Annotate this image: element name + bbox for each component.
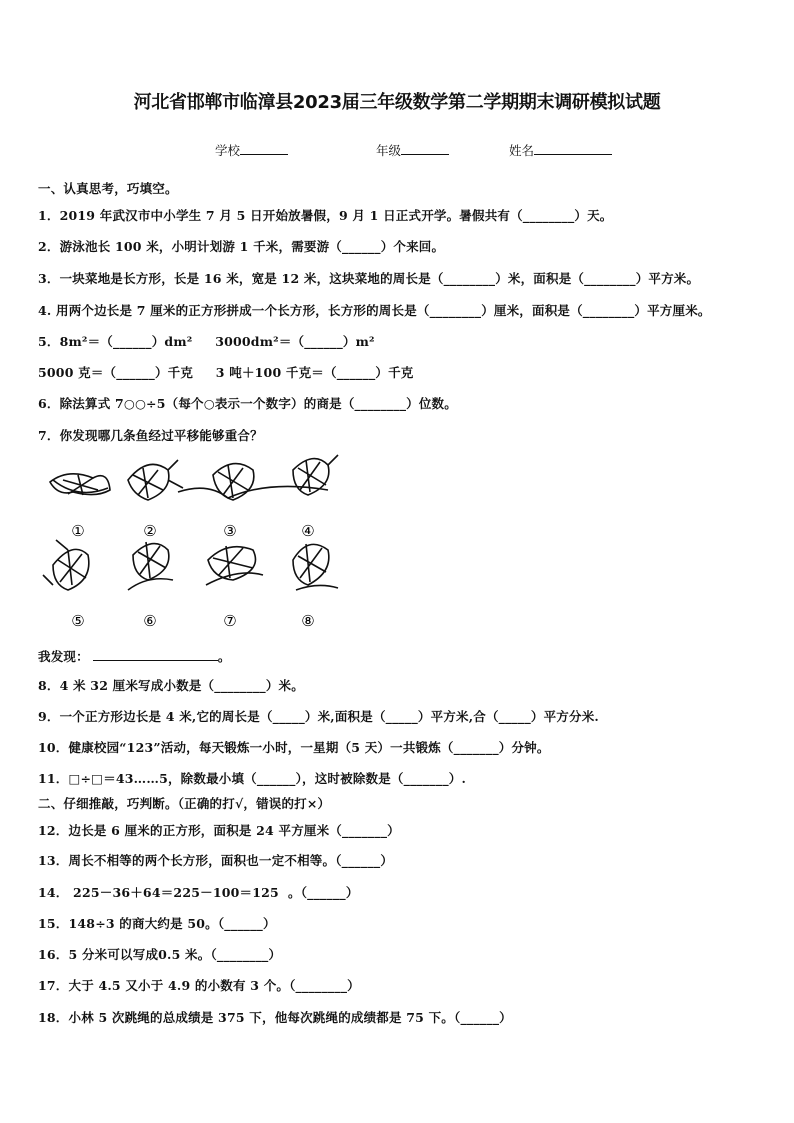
question-12: 12．边长是 6 厘米的正方形，面积是 24 平方厘米（_______） [38,823,400,838]
fish-label-1: ① [71,522,85,540]
fish-7 [206,546,263,585]
q7-answer-line[interactable] [38,648,231,665]
fish-label-3: ③ [223,522,237,540]
fish-label-8: ⑧ [301,612,315,630]
fish-4 [293,455,338,495]
question-4: 4. 用两个边长是 7 厘米的正方形拼成一个长方形，长方形的周长是（________）厘米，面积是（________）平方厘米。 [38,303,711,318]
fish-2 [128,460,183,500]
question-15: 15．148÷3 的商大约是 50。（______） [38,916,276,931]
question-8: 8．4 米 32 厘米写成小数是（________）米。 [38,678,304,693]
fish-label-5: ⑤ [71,612,85,630]
question-10: 10．健康校园“123”活动，每天锻炼一小时，一星期（5 天）一共锻炼（_______）分钟。 [38,740,550,755]
grade-field[interactable] [376,141,449,159]
school-label: 学校 [215,143,241,158]
fish-6 [128,542,173,590]
question-18: 18．小林 5 次跳绳的总成绩是 375 下，他每次跳绳的成绩都是 75 下。（______） [38,1010,512,1025]
section-2-heading: 二、仔细推敲，巧判断。（正确的打√，错误的打×） [38,796,331,811]
section-1-heading: 一、认真思考，巧填空。 [38,181,178,196]
question-5b: 5000 克＝（______）千克 3 吨＋100 千克＝（______）千克 [38,365,414,380]
question-6: 6．除法算式 7○○÷5（每个○表示一个数字）的商是（________）位数。 [38,396,457,411]
school-field[interactable] [215,141,288,159]
fish-label-4: ④ [301,522,315,540]
q7-answer-end: 。 [217,649,231,664]
fish-5 [43,540,89,590]
q7-answer-label: 我发现： [38,649,89,664]
fish-figure [38,450,358,635]
fish-drawings [43,455,338,590]
name-label: 姓名 [509,143,535,158]
question-9: 9．一个正方形边长是 4 米,它的周长是（_____）米,面积是（_____）平方米,合（_____）平方分米. [38,709,599,724]
grade-label: 年级 [376,143,402,158]
question-2: 2．游泳池长 100 米，小明计划游 1 千米，需要游（______）个来回。 [38,239,445,254]
question-16: 16．5 分米可以写成0.5 米。（________） [38,947,282,962]
fish-8 [293,544,338,590]
question-1: 1．2019 年武汉市中小学生 7 月 5 日开始放暑假，9 月 1 日正式开学。暑假共有（________）天。 [38,208,613,223]
question-13: 13．周长不相等的两个长方形，面积也一定不相等。（______） [38,853,394,868]
question-5: 5．8m²＝（______）dm² 3000dm²＝（______）m² [38,334,375,349]
name-field[interactable] [509,141,612,159]
question-14: 14． 225－36＋64＝225－100＝125 。（______） [38,885,359,900]
page-title: 河北省邯郸市临漳县2023届三年级数学第二学期期末调研模拟试题 [133,92,661,113]
fish-label-6: ⑥ [143,612,157,630]
question-11: 11．□÷□＝43……5，除数最小填（______），这时被除数是（_______）. [38,771,467,786]
question-17: 17．大于 4.5 又小于 4.9 的小数有 3 个。（________） [38,978,360,993]
fish-1 [50,474,110,495]
fish-label-2: ② [143,522,157,540]
question-7: 7．你发现哪几条鱼经过平移能够重合？ [38,428,263,443]
question-3: 3．一块菜地是长方形，长是 16 米，宽是 12 米，这块菜地的周长是（________）米，面积是（________）平方米。 [38,271,700,286]
fish-label-7: ⑦ [223,612,237,630]
